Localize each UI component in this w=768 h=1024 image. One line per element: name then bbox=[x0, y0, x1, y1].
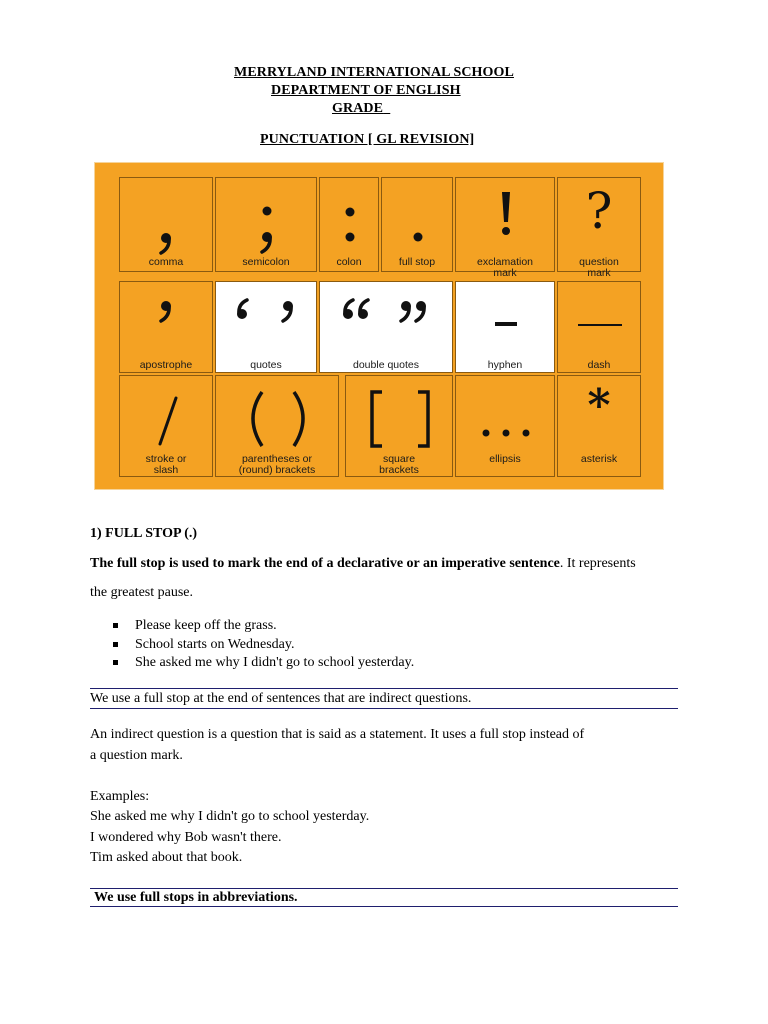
label-full-stop: full stop bbox=[398, 256, 436, 268]
hyphen-symbol bbox=[456, 292, 556, 352]
chart-cell-colon bbox=[319, 177, 379, 272]
label-parentheses: parentheses or (round) brackets bbox=[238, 453, 316, 476]
label-double-quotes: double quotes bbox=[353, 359, 419, 371]
rule-abbreviations: We use full stops in abbreviations. bbox=[94, 890, 298, 905]
example-line-1: She asked me why I didn't go to school yesterday. bbox=[90, 809, 370, 824]
section-heading: 1) FULL STOP (.) bbox=[90, 526, 198, 541]
label-ellipsis: ellipsis bbox=[489, 453, 521, 465]
label-question: question mark bbox=[579, 256, 619, 279]
label-semicolon: semicolon bbox=[242, 256, 290, 268]
topic-title: PUNCTUATION [ GL REVISION] bbox=[260, 132, 475, 147]
dash-symbol bbox=[558, 292, 642, 352]
label-slash: stroke or slash bbox=[145, 453, 187, 476]
label-exclamation: exclamation mark bbox=[476, 256, 534, 279]
chart-cell-apostrophe bbox=[119, 281, 213, 373]
chart-cell-quotes bbox=[215, 281, 317, 373]
department-name: DEPARTMENT OF ENGLISH bbox=[271, 83, 461, 98]
quotes-symbol bbox=[216, 292, 318, 332]
label-dash: dash bbox=[587, 359, 611, 371]
label-colon: colon bbox=[336, 256, 362, 268]
square-brackets-symbol bbox=[346, 382, 454, 452]
chart-cell-hyphen bbox=[455, 281, 555, 373]
bullet-square-icon bbox=[113, 642, 118, 647]
ellipsis-symbol bbox=[456, 382, 556, 452]
bottom-rule-2 bbox=[90, 906, 678, 907]
chart-cell-slash bbox=[119, 375, 213, 477]
asterisk-symbol: * bbox=[587, 380, 611, 431]
question-symbol: ? bbox=[585, 182, 613, 240]
chart-cell-dash bbox=[557, 281, 641, 373]
double-quotes-symbol bbox=[320, 292, 454, 332]
chart-cell-question bbox=[557, 177, 641, 279]
chart-cell-exclamation bbox=[455, 177, 555, 279]
intro-line-1: The full stop is used to mark the end of a declarative or an imperative sentence. It represents bbox=[90, 556, 636, 571]
chart-cell-semicolon bbox=[215, 177, 317, 272]
chart-cell-parentheses bbox=[215, 375, 339, 477]
apostrophe-symbol bbox=[120, 292, 214, 332]
bottom-rule-1 bbox=[90, 708, 678, 709]
intro-line-2: the greatest pause. bbox=[90, 585, 194, 600]
top-rule-1 bbox=[90, 688, 678, 689]
chart-cell-double-quotes bbox=[319, 281, 453, 373]
list-item: School starts on Wednesday. bbox=[112, 636, 414, 655]
example-bullet-list bbox=[112, 617, 414, 673]
punctuation-chart bbox=[94, 162, 664, 490]
chart-cell-asterisk bbox=[557, 375, 641, 477]
list-item: Please keep off the grass. bbox=[112, 617, 414, 636]
list-item: She asked me why I didn't go to school yesterday. bbox=[112, 654, 414, 673]
indirect-line-2: a question mark. bbox=[90, 748, 183, 763]
chart-cell-square-brackets bbox=[345, 375, 453, 477]
school-name: MERRYLAND INTERNATIONAL SCHOOL bbox=[234, 65, 514, 80]
label-apostrophe: apostrophe bbox=[139, 359, 193, 371]
grade-label: GRADE bbox=[332, 101, 384, 116]
bullet-square-icon bbox=[113, 660, 118, 665]
label-square-brackets: square brackets bbox=[379, 453, 419, 476]
indirect-line-1: An indirect question is a question that is said as a statement. It uses a full stop instead of bbox=[90, 727, 585, 742]
example-line-3: Tim asked about that book. bbox=[90, 850, 243, 865]
slash-symbol bbox=[120, 386, 214, 456]
label-hyphen: hyphen bbox=[487, 359, 523, 371]
chart-cell-full-stop bbox=[381, 177, 453, 272]
rule-indirect-questions: We use a full stop at the end of sentences that are indirect questions. bbox=[90, 691, 472, 706]
top-rule-2 bbox=[90, 888, 678, 889]
exclamation-symbol bbox=[456, 182, 556, 262]
examples-label: Examples: bbox=[90, 789, 150, 804]
label-asterisk: asterisk bbox=[580, 453, 618, 465]
label-comma: comma bbox=[148, 256, 184, 268]
chart-cell-comma bbox=[119, 177, 213, 272]
label-quotes: quotes bbox=[250, 359, 282, 371]
example-line-2: I wondered why Bob wasn't there. bbox=[90, 830, 282, 845]
chart-cell-ellipsis bbox=[455, 375, 555, 477]
parentheses-symbol bbox=[216, 382, 340, 452]
bullet-square-icon bbox=[113, 623, 118, 628]
